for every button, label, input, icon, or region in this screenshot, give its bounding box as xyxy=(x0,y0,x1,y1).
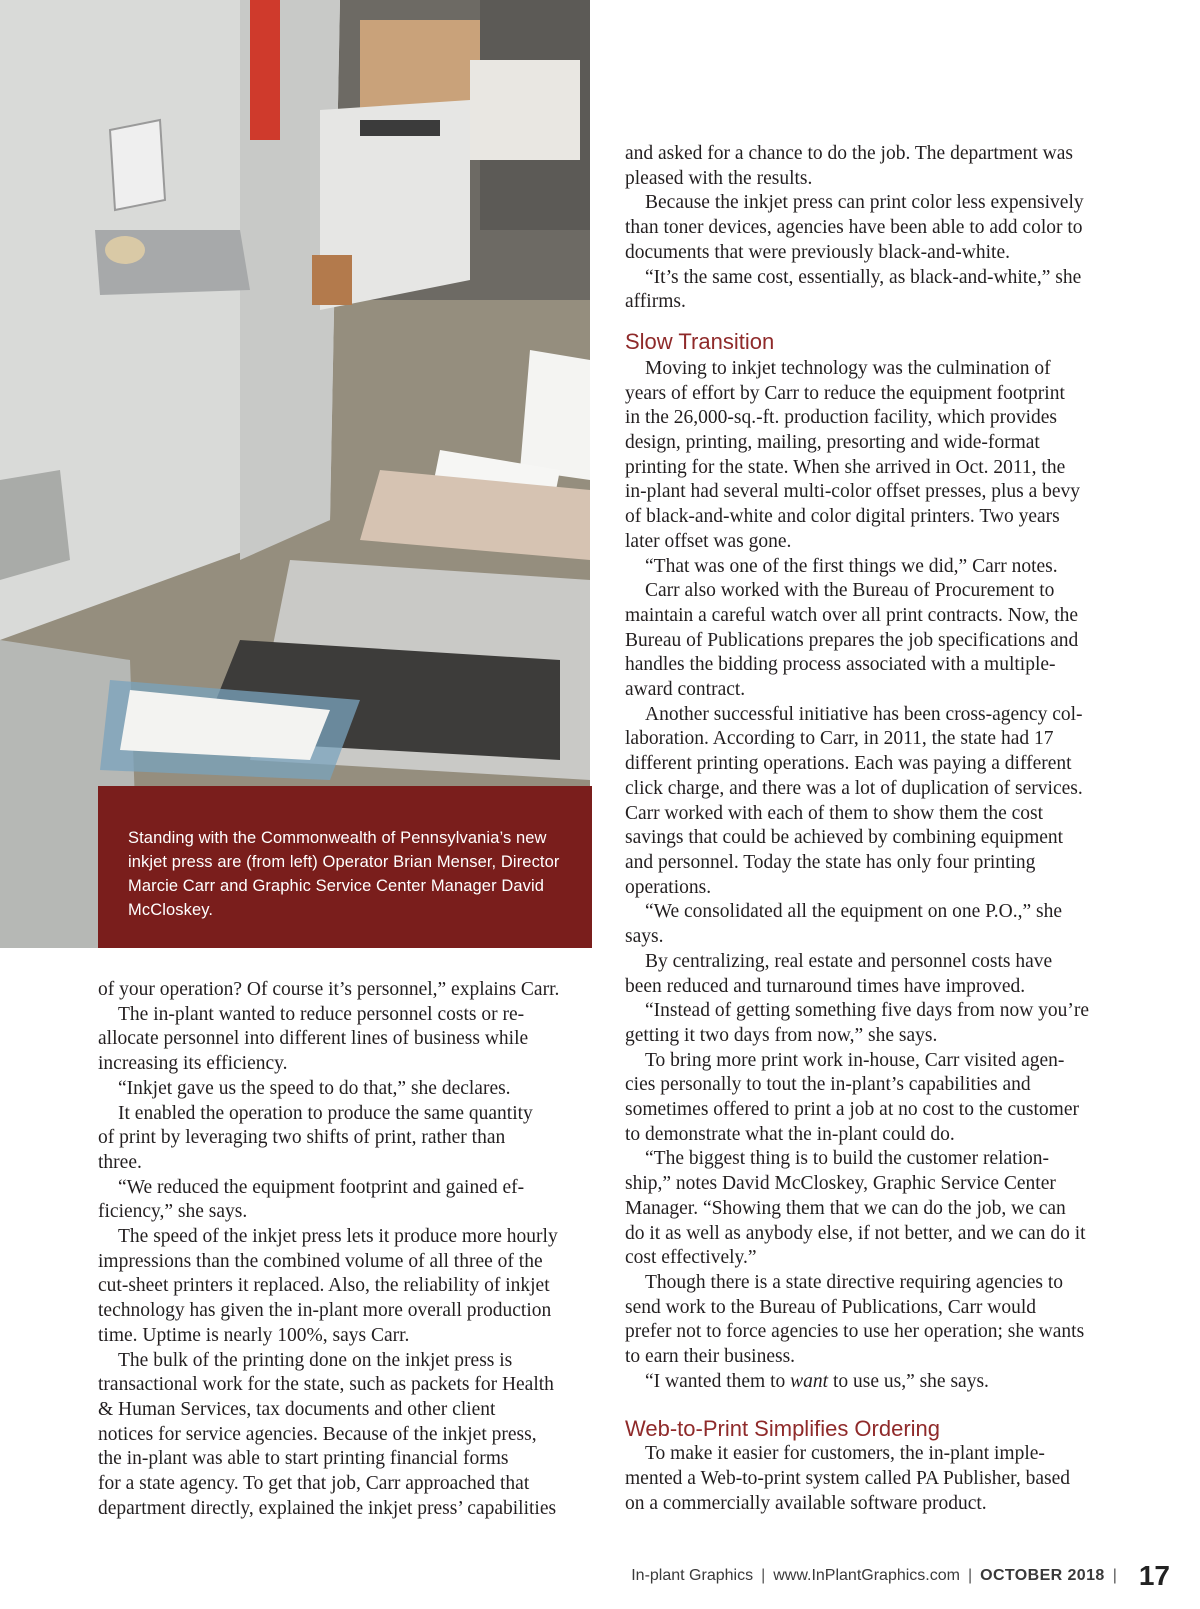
right-column-closing xyxy=(625,1442,1145,1516)
text-line: cost effectively.” xyxy=(625,1247,757,1269)
right-column-body xyxy=(625,357,1145,1370)
text-line: Manager. “Showing them that we can do the job, we can xyxy=(625,1197,1066,1219)
text-line: of print by leveraging two shifts of print, rather than xyxy=(98,1127,506,1149)
text-line: maintain a careful watch over all print contracts. Now, the xyxy=(625,604,1079,626)
text-line: laboration. According to Carr, in 2011, the state had 17 xyxy=(625,728,1054,750)
section-heading-web-to-print: Web-to-Print Simplifies Ordering xyxy=(625,1416,941,1442)
text-line: different printing operations. Each was paying a different xyxy=(625,753,1072,775)
text-line: To bring more print work in-house, Carr visited agen- xyxy=(645,1049,1065,1071)
text-line: increasing its efficiency. xyxy=(98,1053,288,1075)
text-line: notices for service agencies. Because of the inkjet press, xyxy=(98,1423,537,1445)
text-line: affirms. xyxy=(625,291,686,313)
text-line: of black-and-white and color digital printers. Two years xyxy=(625,506,1060,528)
text-line: in the 26,000-sq.-ft. production facility, which provides xyxy=(625,407,1057,429)
text-line: later offset was gone. xyxy=(625,530,792,552)
text-line: in-plant had several multi-color offset presses, plus a bevy xyxy=(625,481,1081,503)
text-line: getting it two days from now,” she says. xyxy=(625,1024,938,1046)
publication-name: In-plant Graphics xyxy=(631,1567,754,1584)
text-line: Though there is a state directive requiring agencies to xyxy=(645,1271,1064,1293)
text-line: pleased with the results. xyxy=(625,167,813,189)
text-line: department directly, explained the inkjet press’ capabilities xyxy=(98,1497,557,1519)
text-line: of your operation? Of course it’s personnel,” explains Carr. xyxy=(98,979,560,1000)
website-link[interactable]: www.InPlantGraphics.com xyxy=(773,1567,960,1584)
text-line: transactional work for the state, such as packets for Health xyxy=(98,1374,554,1396)
page-number: 17 xyxy=(1138,1560,1170,1591)
text-line: allocate personnel into different lines of business while xyxy=(98,1028,529,1050)
article-column-right xyxy=(625,142,1145,1517)
text-line: mented a Web-to-print system called PA Publisher, based xyxy=(625,1468,1070,1490)
text-line: been reduced and turnaround times have improved. xyxy=(625,975,1026,997)
footer-separator: | xyxy=(967,1567,973,1584)
quote-text: “I wanted them to xyxy=(645,1370,791,1392)
text-line: operations. xyxy=(625,876,712,898)
text-line: “We reduced the equipment footprint and gained ef- xyxy=(118,1176,525,1198)
text-line: cut-sheet printers it replaced. Also, the reliability of inkjet xyxy=(98,1275,550,1297)
photo-caption: Standing with the Commonwealth of Pennsylvania’s new inkjet press are (from left) Operator Brian Menser, Director Marcie Carr and Graphic Service Center Manager David McCloskey. xyxy=(98,786,592,948)
text-line: Bureau of Publications prepares the job specifications and xyxy=(625,629,1079,651)
text-line: Another successful initiative has been cross-agency col- xyxy=(645,703,1083,725)
text-line: Moving to inkjet technology was the culmination of xyxy=(645,357,1051,379)
text-line: ship,” notes David McCloskey, Graphic Service Center xyxy=(625,1173,1056,1195)
text-line: on a commercially available software product. xyxy=(625,1492,987,1514)
text-line: By centralizing, real estate and personnel costs have xyxy=(645,950,1053,972)
text-line: To make it easier for customers, the in-plant imple- xyxy=(645,1443,1045,1465)
text-line: printing for the state. When she arrived in Oct. 2011, the xyxy=(625,456,1066,478)
right-column-intro xyxy=(625,142,1145,315)
text-line: than toner devices, agencies have been able to add color to xyxy=(625,217,1083,239)
text-line: prefer not to force agencies to use her operation; she wants xyxy=(625,1321,1085,1343)
text-line: three. xyxy=(98,1151,142,1173)
text-line: & Human Services, tax documents and other client xyxy=(98,1398,496,1420)
quote-emphasis: want xyxy=(790,1370,829,1392)
footer-separator: | xyxy=(761,1567,766,1584)
text-line: The bulk of the printing done on the inkjet press is xyxy=(118,1349,513,1371)
text-line: design, printing, mailing, presorting and wide-format xyxy=(625,432,1040,454)
text-line: Carr also worked with the Bureau of Procurement to xyxy=(645,580,1055,602)
text-line: “The biggest thing is to build the customer relation- xyxy=(645,1148,1049,1170)
text-line: handles the bidding process associated with a multiple- xyxy=(625,654,1056,676)
text-line: “That was one of the first things we did,” Carr notes. xyxy=(645,555,1058,577)
text-line: award contract. xyxy=(625,679,746,701)
issue-date: OCTOBER 2018 xyxy=(980,1567,1105,1584)
text-line: send work to the Bureau of Publications, Carr would xyxy=(625,1296,1037,1318)
text-line: “It’s the same cost, essentially, as black-and-white,” she xyxy=(645,266,1082,288)
text-line: “Instead of getting something five days from now you’re xyxy=(645,1000,1090,1022)
text-line: time. Uptime is nearly 100%, says Carr. xyxy=(98,1324,410,1346)
text-line: sometimes offered to print a job at no cost to the customer xyxy=(625,1099,1079,1121)
section-heading-slow-transition: Slow Transition xyxy=(625,328,775,354)
text-line: “We consolidated all the equipment on one P.O.,” she xyxy=(645,901,1063,923)
text-line: years of effort by Carr to reduce the equipment footprint xyxy=(625,382,1065,404)
article-column-left xyxy=(98,978,598,1521)
text-line: and personnel. Today the state has only four printing xyxy=(625,851,1036,873)
quote-want xyxy=(625,1370,1145,1395)
text-line: cies personally to tout the in-plant’s capabilities and xyxy=(625,1074,1031,1096)
text-line: click charge, and there was a lot of duplication of services. xyxy=(625,777,1083,799)
text-line: do it as well as anybody else, if not better, and we can do it xyxy=(625,1222,1086,1244)
text-line: impressions than the combined volume of all three of the xyxy=(98,1250,543,1272)
text-line: to earn their business. xyxy=(625,1346,796,1368)
text-line: ficiency,” she says. xyxy=(98,1201,248,1223)
page-footer xyxy=(631,1556,1170,1596)
text-line: savings that could be achieved by combining equipment xyxy=(625,827,1064,849)
text-line: The in-plant wanted to reduce personnel costs or re- xyxy=(118,1003,525,1025)
footer-separator: | xyxy=(1112,1567,1117,1584)
text-line: the in-plant was able to start printing financial forms xyxy=(98,1448,509,1470)
text-line: technology has given the in-plant more overall production xyxy=(98,1300,552,1322)
text-line: and asked for a chance to do the job. The department was xyxy=(625,143,1073,164)
text-line: for a state agency. To get that job, Carr approached that xyxy=(98,1473,530,1495)
text-line: Because the inkjet press can print color less expensively xyxy=(645,192,1084,214)
text-line: “Inkjet gave us the speed to do that,” she declares. xyxy=(118,1077,511,1099)
text-line: The speed of the inkjet press lets it produce more hourly xyxy=(118,1226,558,1248)
text-line: It enabled the operation to produce the same quantity xyxy=(118,1102,533,1124)
text-line: to demonstrate what the in-plant could do. xyxy=(625,1123,955,1145)
quote-text: to use us,” she says. xyxy=(828,1370,989,1392)
text-line: says. xyxy=(625,926,664,948)
text-line: Carr worked with each of them to show them the cost xyxy=(625,802,1044,824)
text-line: documents that were previously black-and-white. xyxy=(625,241,1011,263)
